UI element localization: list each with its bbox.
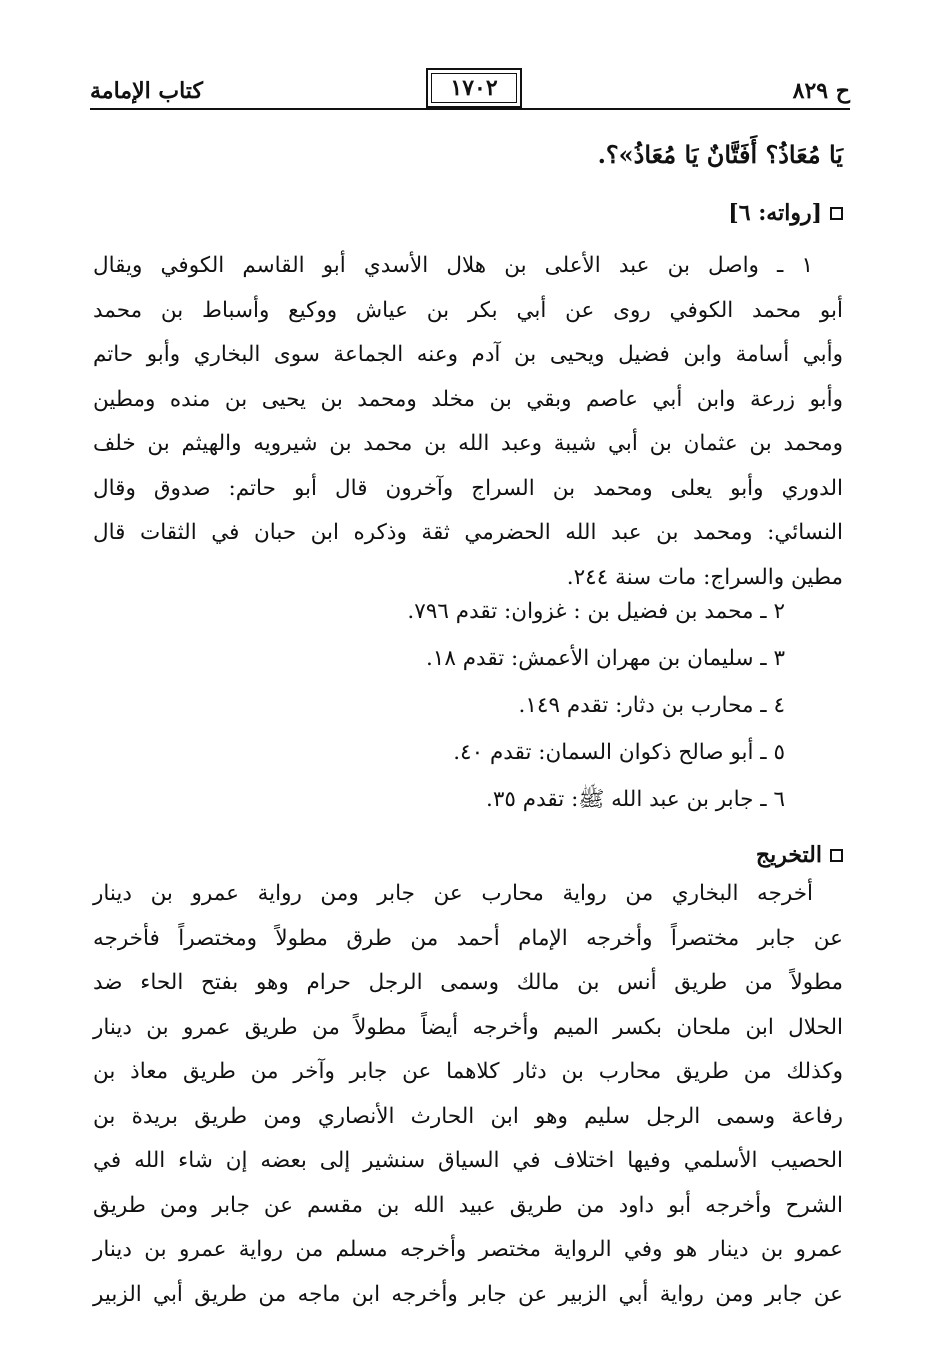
page-number: ١٧٠٢ — [450, 75, 498, 101]
hadith-closing-line: يَا مُعَاذُ؟ أَفَتَّانٌ يَا مُعَاذُ»؟. — [597, 140, 843, 169]
list-item: ٣ ـ سليمان بن مهران الأعمش: تقدم ١٨. — [425, 646, 785, 671]
paragraph-line: وكذلك من طريق محارب بن دثار كلاهما عن جابر وآخر من طريق معاذ بن — [93, 1059, 843, 1084]
takhrij-heading — [93, 842, 843, 868]
header-rule — [90, 108, 850, 110]
paragraph-line: ومحمد بن عثمان بن أبي شيبة وعبد الله بن محمد بن شيرويه والهيثم بن خلف — [93, 431, 843, 456]
narrators-heading-label: [رواته: ٦] — [728, 200, 822, 226]
list-item: ٥ ـ أبو صالح ذكوان السمان: تقدم ٤٠. — [453, 740, 785, 765]
paragraph-line: رفاعة وسمى الرجل سليم وهو ابن الحارث الأنصاري ومن طريق بريدة بن — [93, 1103, 843, 1129]
narrators-list — [185, 588, 785, 823]
list-item: ٢ ـ محمد بن فضيل بن : غزوان: تقدم ٧٩٦. — [407, 599, 785, 624]
paragraph-line: الشرح وأخرجه أبو داود من طريق عبيد الله بن مقسم عن جابر ومن طريق — [93, 1192, 843, 1218]
list-item: ٦ ـ جابر بن عبد الله ﷺ: تقدم ٣٥. — [486, 787, 785, 812]
paragraph-line: عن جابر مختصراً وأخرجه الإمام أحمد من طرق مطولاً ومختصراً فأخرجه — [93, 925, 843, 951]
paragraph-line: مطولاً من طريق أنس بن مالك وسمى الرجل حرام وهو بفتح الحاء ضد — [93, 970, 843, 995]
paragraph-line: ١ ـ واصل بن عبد الأعلى بن هلال الأسدي أبو القاسم الكوفي ويقال — [93, 253, 813, 278]
list-item: ٤ ـ محارب بن دثار: تقدم ١٤٩. — [518, 693, 785, 718]
page-header — [90, 68, 850, 112]
paragraph-line: وأبو زرعة وابن أبي عاصم وبقي بن مخلد ومحمد بن يحيى بن منده ومطين — [93, 386, 843, 412]
takhrij-heading-label: التخريج — [755, 842, 822, 868]
paragraph-line: أخرجه البخاري من رواية محارب عن جابر ومن رواية عمرو بن دينار — [93, 881, 813, 906]
takhrij-paragraph — [93, 872, 843, 1317]
hadith-number: ح ٨٢٩ — [792, 78, 850, 104]
paragraph-line: وأبي أسامة وابن فضيل ويحيى بن آدم وعنه الجماعة سوى البخاري وأبو حاتم — [93, 342, 843, 367]
book-chapter-title: كتاب الإمامة — [90, 78, 203, 104]
paragraph-line: مطين والسراج: مات سنة ٢٤٤. — [566, 564, 843, 590]
narrators-heading — [93, 200, 843, 226]
paragraph-line: الحصيب الأسلمي وفيها اختلاف في السياق سنشير إلى بعضه إن شاء الله في — [93, 1148, 843, 1173]
paragraph-line: أبو محمد الكوفي روى عن أبي بكر بن عياش ووكيع وأسباط بن محمد — [93, 297, 843, 323]
paragraph-line: النسائي: ومحمد بن عبد الله الحضرمي ثقة وذكره ابن حبان في الثقات قال — [93, 520, 843, 545]
page-number-box — [426, 68, 522, 108]
paragraph-line: الحلال ابن ملحان بكسر الميم وأخرجه أيضاً مطولاً من طريق عمرو بن دينار — [93, 1014, 843, 1040]
paragraph-line: الدوري وأبو يعلى ومحمد بن السراج وآخرون قال أبو حاتم: صدوق وقال — [93, 475, 843, 501]
paragraph-line: عن جابر ومن رواية أبي الزبير عن جابر وأخرجه ابن ماجه من طريق أبي الزبير — [93, 1281, 843, 1307]
paragraph-line: عمرو بن دينار هو وفي الرواية مختصر وأخرجه مسلم من رواية عمرو بن دينار — [93, 1237, 843, 1262]
square-bullet-icon — [830, 207, 843, 220]
square-bullet-icon — [830, 849, 843, 862]
narrator-one-paragraph — [93, 244, 843, 600]
